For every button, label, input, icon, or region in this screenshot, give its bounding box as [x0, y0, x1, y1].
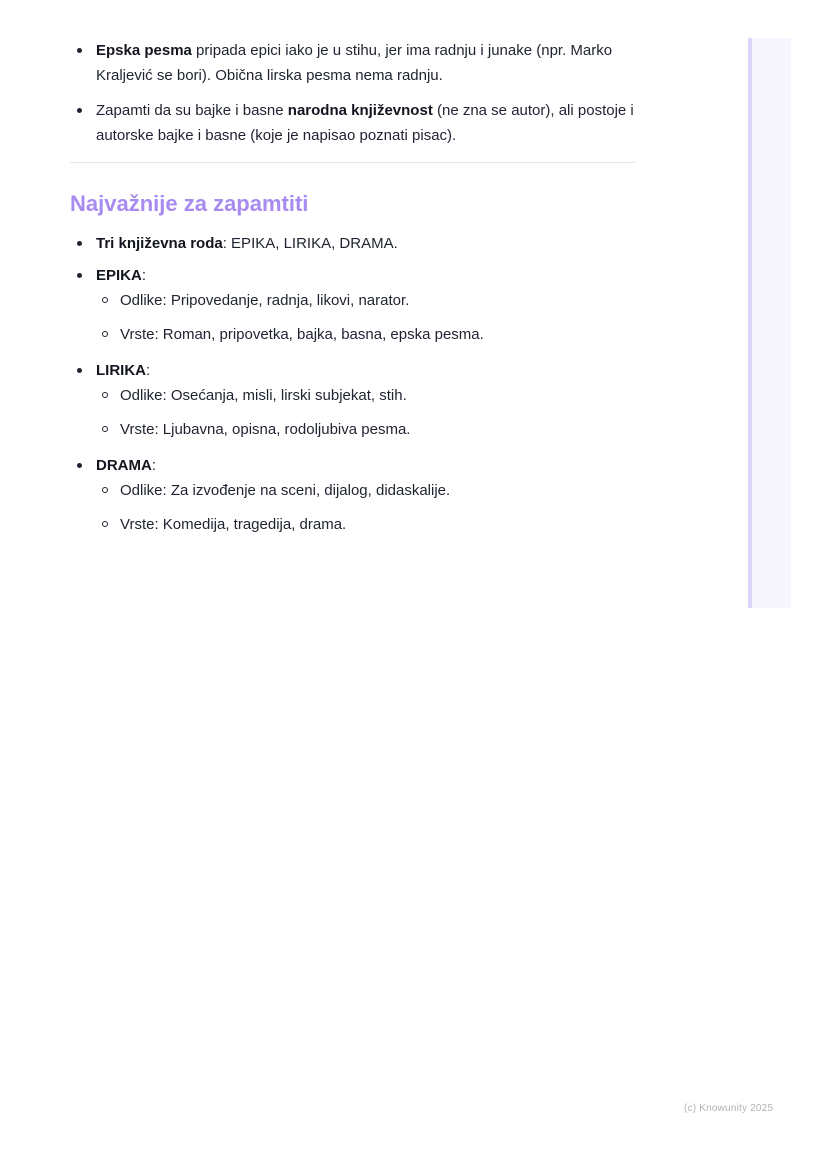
epika-vrste: Vrste: Roman, pripovetka, bajka, basna, epska pesma.	[96, 322, 635, 347]
sidebar-panel	[748, 38, 791, 608]
colon-epika: :	[141, 267, 147, 284]
text-rodovi: : EPIKA, LIRIKA, DRAMA.	[222, 235, 398, 252]
list-item-epika	[70, 263, 635, 347]
term-epska-pesma: Epska pesma	[96, 42, 192, 59]
lirika-odlike: Odlike: Osećanja, misli, lirski subjekat, stih.	[96, 383, 635, 408]
intro-list	[70, 38, 635, 148]
term-epika: EPIKA	[96, 267, 142, 284]
text-narodna-post: (ne zna se autor), ali postoje i autorske bajke i basne (koje je napisao poznati pisac).	[96, 102, 634, 144]
list-item-epska-pesma	[70, 38, 635, 88]
lirika-vrste: Vrste: Ljubavna, opisna, rodoljubiva pesma.	[96, 417, 635, 442]
summary-list	[70, 231, 635, 537]
document-content	[70, 38, 635, 548]
colon-lirika: :	[146, 362, 151, 379]
term-drama: DRAMA	[96, 457, 152, 474]
list-item-drama	[70, 453, 635, 537]
drama-sublist	[96, 478, 635, 537]
text-epska-pesma: pripada epici iako je u stihu, jer ima radnju i junake (npr. Marko Kraljević se bori). Obična lirska pesma nema radnju.	[96, 42, 613, 84]
section-divider	[70, 162, 635, 163]
colon-drama: :	[151, 457, 156, 474]
list-item-lirika	[70, 358, 635, 442]
section-heading: Najvažnije za zapamtiti	[70, 191, 309, 216]
lirika-sublist	[96, 383, 635, 442]
drama-odlike: Odlike: Za izvođenje na sceni, dijalog, didaskalije.	[96, 478, 635, 503]
epika-sublist	[96, 288, 635, 347]
text-narodna-pre: Zapamti da su bajke i basne	[96, 102, 288, 119]
copyright-footer: (c) Knowunity 2025	[684, 1103, 774, 1114]
term-lirika: LIRIKA	[96, 362, 146, 379]
term-rodovi: Tri književna roda	[96, 235, 223, 252]
epika-odlike: Odlike: Pripovedanje, radnja, likovi, narator.	[96, 288, 635, 313]
list-item-narodna-knjizevnost	[70, 98, 635, 148]
list-item-rodovi	[70, 231, 635, 256]
term-narodna-knjizevnost: narodna književnost	[287, 102, 433, 119]
drama-vrste: Vrste: Komedija, tragedija, drama.	[96, 512, 635, 537]
